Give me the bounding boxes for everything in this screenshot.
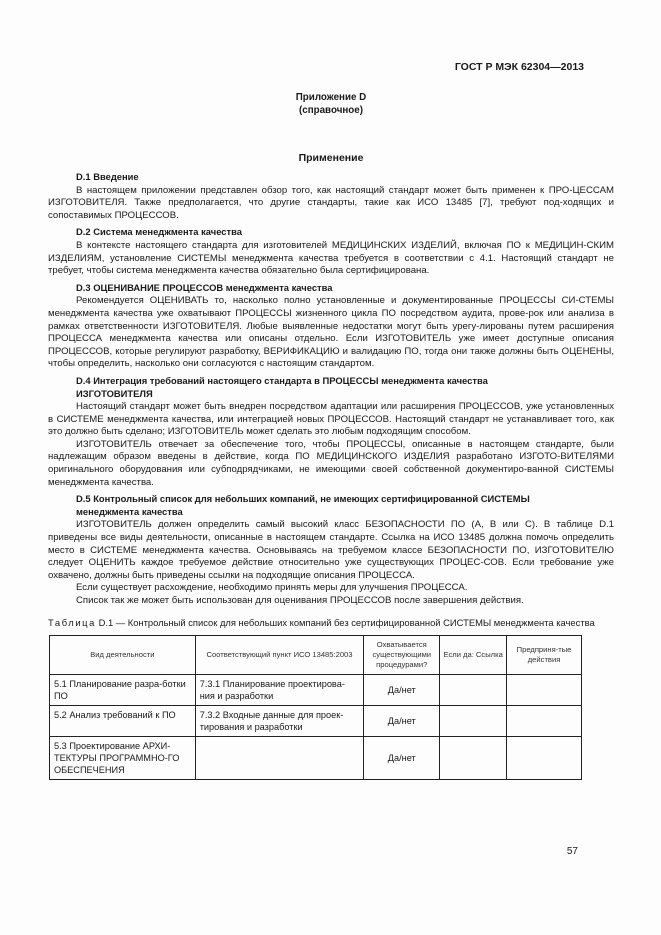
page-title: Применение: [298, 152, 364, 164]
paragraph: Если существует расхождение, необходимо принять меры для улучшения ПРОЦЕССА.: [76, 582, 468, 594]
table-cell: [440, 675, 507, 706]
section-heading: D.2 Система менеджмента качества: [76, 226, 242, 238]
table-cell: 5.2 Анализ требований к ПО: [50, 706, 196, 737]
section-heading-line2: ИЗГОТОВИТЕЛЯ: [76, 387, 153, 399]
table-row: [50, 737, 582, 780]
section-heading-line1: D.4 Интеграция требований настоящего стандарта в ПРОЦЕССЫ менеджмента качества: [76, 374, 488, 386]
table-cell: 7.3.1 Планирование проектирова-ния и разработки: [195, 675, 364, 706]
table-cell: [440, 737, 507, 780]
annex-title: Приложение D: [295, 92, 367, 103]
column-header: Соответствующий пункт ИСО 13485:2003: [195, 636, 364, 675]
table-cell: [507, 706, 582, 737]
section-heading: D.3 ОЦЕНИВАНИЕ ПРОЦЕССОВ менеджмента качества: [76, 281, 333, 293]
paragraph: ИЗГОТОВИТЕЛЬ должен определить самый высокий класс БЕЗОПАСНОСТИ ПО (A, B или C). В таблице D.1 приведены все виды деятельности, описанные в настоящем стандарте. Ссылка на ИСО 13485 должна помочь определить место в СИСТЕМЕ менеджмента качества. Основываясь на требуемом классе БЕЗОПАСНОСТИ ПО, ИЗГОТОВИТЕЛЮ следует ОЦЕНИТЬ каждое требуемое действие относительно уже существующих ПРОЦЕС-СОВ. Если требование уже охвачено, должны быть приведены ссылки на подходящие описания ПРОЦЕССА.: [48, 519, 614, 581]
table-cell: [195, 737, 364, 780]
table-row: [50, 675, 582, 706]
checklist-table: [49, 635, 582, 780]
section-d5: [48, 493, 614, 607]
table-cell: 5.3 Проектирование АРХИ-ТЕКТУРЫ ПРОГРАММНО-ГО ОБЕСПЕЧЕНИЯ: [50, 737, 196, 780]
table-row: [50, 706, 582, 737]
section-heading: [48, 493, 614, 518]
page-number: 57: [566, 846, 578, 857]
paragraph: Рекомендуется ОЦЕНИВАТЬ то, насколько полно установленные и документированные ПРОЦЕССЫ СИ-СТЕМЫ менеджмента качества уже охватывают ПРОЦЕССЫ жизненного цикла ПО посредством аудита, прове-рок или анализа в рамках ответственности ИЗГОТОВИТЕЛЯ. Любые выявленные недостатки могут быть урегу-лированы путем расширения ПРОЦЕССА менеджмента качества или описаны отдельно. Если ИЗГОТОВИТЕЛЬ уже имеет доступные описания ПРОЦЕССОВ, которые регулируют разработку, ВЕРИФИКАЦИЮ и валидацию ПО, тогда они также должны быть ОЦЕНЕНЫ, чтобы определить, насколько они согласуются с настоящим стандартом.: [48, 295, 614, 370]
column-header: Если да: Ссылка: [440, 636, 507, 675]
table-caption-lead: Таблица: [48, 616, 96, 628]
table-cell: [507, 675, 582, 706]
table-cell: Да/нет: [364, 675, 440, 706]
section-heading-line2: менеджмента качества: [76, 505, 183, 517]
section-heading: [48, 375, 614, 400]
table-cell: 7.3.2 Входные данные для проек-тирования и разработки: [195, 706, 364, 737]
section-d4: [48, 375, 614, 489]
table-cell: [507, 737, 582, 780]
annex-subtitle: (справочное): [299, 104, 363, 116]
column-header: Вид деятельности: [50, 636, 196, 675]
section-heading: D.1 Введение: [76, 171, 139, 182]
section-d1: [48, 171, 614, 222]
table-cell: Да/нет: [364, 737, 440, 780]
table-cell: 5.1 Планирование разра-ботки ПО: [50, 675, 196, 706]
section-d2: [48, 226, 614, 277]
table-header-row: [50, 636, 582, 675]
table-cell: Да/нет: [364, 706, 440, 737]
paragraph: В настоящем приложении представлен обзор того, как настоящий стандарт может быть применен к ПРО-ЦЕССАМ ИЗГОТОВИТЕЛЯ. Также предполагается, что другие стандарты, такие как ИСО 13485 [7], требуют под-ходящих и сопоставимых ПРОЦЕССОВ.: [48, 184, 614, 221]
annex-heading: [48, 92, 614, 117]
document-body: [48, 171, 614, 780]
table-caption-text: D.1 — Контрольный список для небольших компаний без сертифицированной СИСТЕМЫ менеджмента качества: [95, 616, 595, 628]
section-d3: [48, 282, 614, 371]
table-cell: [440, 706, 507, 737]
paragraph: Настоящий стандарт может быть внедрен посредством адаптации или расширения ПРОЦЕССОВ, уже установленных в СИСТЕМЕ менеджмента качества, или интеграцией новых ПРОЦЕССОВ. Настоящий стандарт не устанавливает того, как это должно быть сделано; ИЗГОТОВИТЕЛЬ может сделать это любым подходящим способом.: [48, 401, 614, 438]
paragraph: В контексте настоящего стандарта для изготовителей МЕДИЦИНСКИХ ИЗДЕЛИЙ, включая ПО к МЕДИЦИН-СКИМ ИЗДЕЛИЯМ, установление СИСТЕМЫ менеджмента качества требуется в соответствии с 4.1. Настоящий стандарт не требует, чтобы система менеджмента качества обязательно была сертифицирована.: [48, 239, 614, 277]
standard-header: ГОСТ Р МЭК 62304—2013: [454, 61, 584, 73]
column-header: Предприня-тые действия: [507, 636, 582, 675]
table-caption: [48, 617, 614, 629]
paragraph: ИЗГОТОВИТЕЛЬ отвечает за обеспечение того, чтобы ПРОЦЕССЫ, описанные в настоящем стандарте, были надлежащим образом введены в действие, когда ПО МЕДИЦИНСКОГО ИЗДЕЛИЯ разработано ИЗГОТО-ВИТЕЛЯМИ оригинального оборудования или субподрядчиками, не имеющими своей собственной документиро-ванной СИСТЕМЫ менеджмента качества.: [48, 438, 614, 488]
paragraph: Список так же может быть использован для оценивания ПРОЦЕССОВ после завершения действия.: [76, 595, 524, 606]
column-header: Охватывается существующими процедурами?: [364, 636, 440, 675]
section-heading-line1: D.5 Контрольный список для небольших компаний, не имеющих сертифицированной СИСТЕМЫ: [76, 493, 530, 505]
